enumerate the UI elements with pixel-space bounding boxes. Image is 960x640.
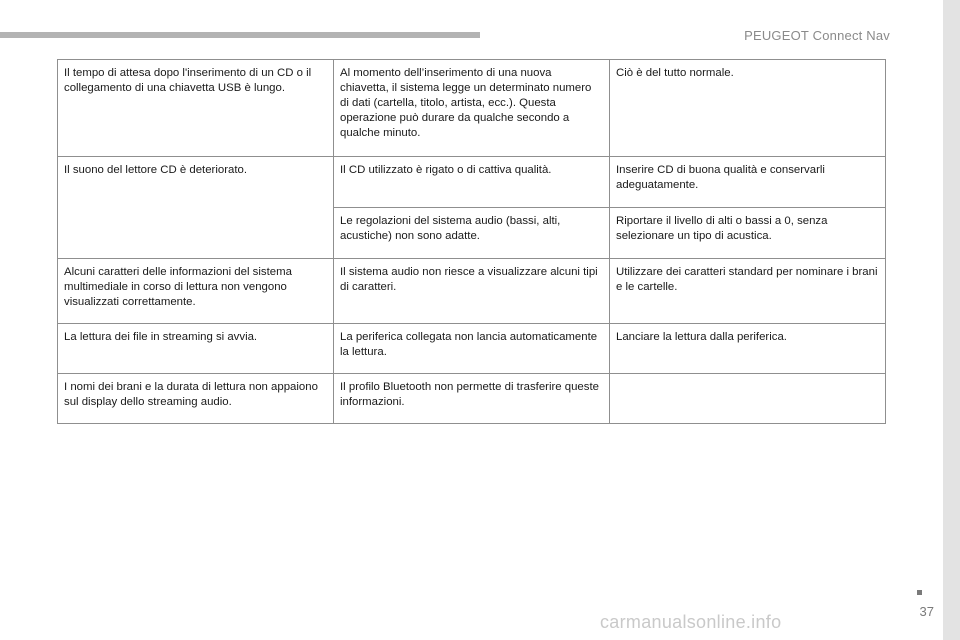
cause-cell: Il profilo Bluetooth non permette di trasferire queste informazioni. — [334, 374, 610, 424]
cause-cell: Il CD utilizzato è rigato o di cattiva qualità. — [334, 157, 610, 208]
solution-cell: Riportare il livello di alti o bassi a 0, senza selezionare un tipo di acustica. — [610, 208, 886, 259]
table-row — [58, 60, 886, 157]
table-row — [58, 374, 886, 424]
question-cell: I nomi dei brani e la durata di lettura non appaiono sul display dello streaming audio. — [58, 374, 334, 424]
cause-cell: Al momento dell’inserimento di una nuova chiavetta, il sistema legge un determinato numero di dati (cartella, titolo, artista, ecc.). Questa operazione può durare da qualche secondo a qualche minuto. — [334, 60, 610, 157]
question-cell: Il tempo di attesa dopo l'inserimento di un CD o il collegamento di una chiavetta USB è lungo. — [58, 60, 334, 157]
troubleshooting-table — [57, 59, 886, 424]
page-edge-strip — [943, 0, 960, 640]
solution-cell: Utilizzare dei caratteri standard per nominare i brani e le cartelle. — [610, 259, 886, 324]
manual-title: PEUGEOT Connect Nav — [744, 28, 890, 43]
cause-cell: Il sistema audio non riesce a visualizzare alcuni tipi di caratteri. — [334, 259, 610, 324]
question-cell: Alcuni caratteri delle informazioni del sistema multimediale in corso di lettura non vengono visualizzati correttamente. — [58, 259, 334, 324]
solution-cell: Inserire CD di buona qualità e conservarli adeguatamente. — [610, 157, 886, 208]
question-cell: La lettura dei file in streaming si avvia. — [58, 324, 334, 374]
page-marker-dot — [917, 590, 922, 595]
solution-cell — [610, 374, 886, 424]
solution-cell: Lanciare la lettura dalla periferica. — [610, 324, 886, 374]
question-cell: Il suono del lettore CD è deteriorato. — [58, 157, 334, 259]
cause-cell: Le regolazioni del sistema audio (bassi, alti, acustiche) non sono adatte. — [334, 208, 610, 259]
cause-cell: La periferica collegata non lancia automaticamente la lettura. — [334, 324, 610, 374]
table-row — [58, 157, 886, 208]
table-row — [58, 324, 886, 374]
watermark: carmanualsonline.info — [600, 612, 782, 632]
table-row — [58, 259, 886, 324]
solution-cell: Ciò è del tutto normale. — [610, 60, 886, 157]
page-number: 37 — [919, 604, 934, 619]
header-rule — [0, 32, 480, 38]
